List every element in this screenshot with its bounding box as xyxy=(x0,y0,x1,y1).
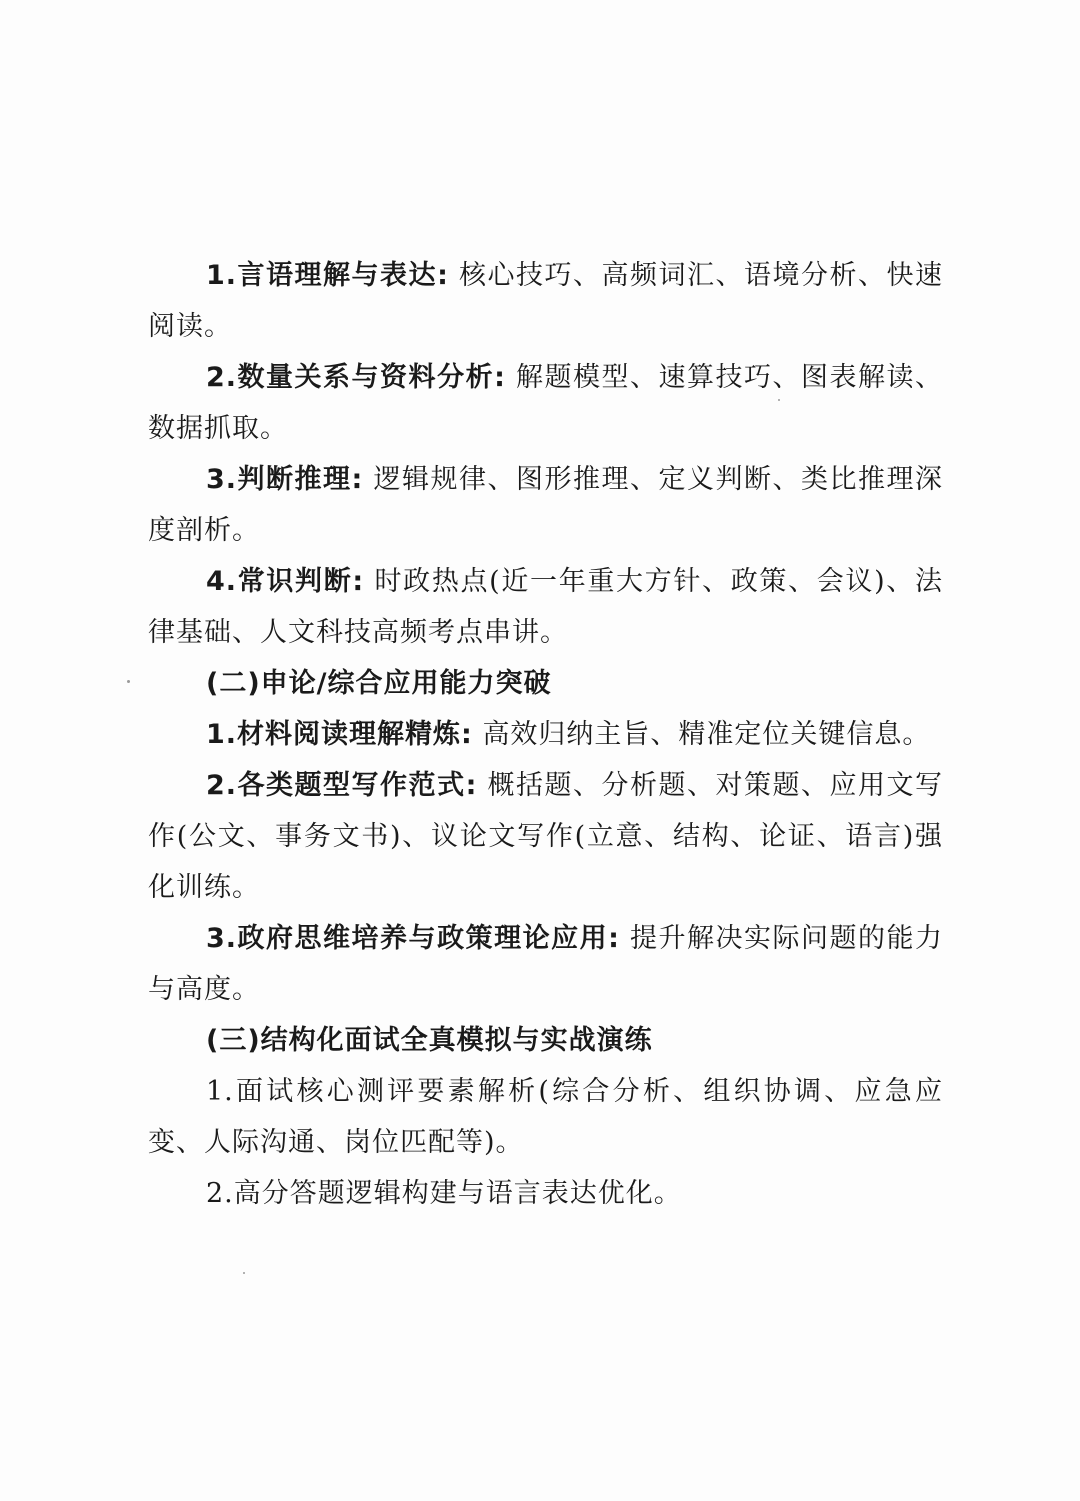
item-label: 3.判断推理: xyxy=(206,464,364,495)
item-label: 3.政府思维培养与政策理论应用: xyxy=(206,923,620,954)
list-item xyxy=(148,913,943,1015)
item-text: 高效归纳主旨、精准定位关键信息。 xyxy=(482,719,931,750)
list-item xyxy=(148,709,943,760)
section-heading: (三)结构化面试全真模拟与实战演练 xyxy=(206,1025,653,1056)
item-text: 提升解决实际问题的能力与高度。 xyxy=(148,923,944,1005)
item-text: 解题模型、速算技巧、图表解读、数据抓取。 xyxy=(148,362,944,444)
list-item xyxy=(148,1168,943,1219)
section-heading: (二)申论/综合应用能力突破 xyxy=(206,668,552,699)
item-text: 核心技巧、高频词汇、语境分析、快速阅读。 xyxy=(148,260,944,342)
item-text: 概括题、分析题、对策题、应用文写作(公文、事务文书)、议论文写作(立意、结构、论证、语言)强化训练。 xyxy=(148,770,944,903)
item-text: 逻辑规律、图形推理、定义判断、类比推理深度剖析。 xyxy=(148,464,943,546)
item-label: 1.材料阅读理解精炼: xyxy=(206,719,473,750)
list-item xyxy=(148,454,943,556)
scan-speck xyxy=(127,680,130,683)
list-item xyxy=(148,760,943,913)
scan-speck xyxy=(243,1272,245,1274)
item-label: 2.各类题型写作范式: xyxy=(206,770,478,801)
document-body xyxy=(148,250,943,1219)
list-item xyxy=(148,556,943,658)
scan-speck xyxy=(778,399,780,401)
item-label: 4.常识判断: xyxy=(206,566,365,597)
item-text: 时政热点(近一年重大方针、政策、会议)、法律基础、人文科技高频考点串讲。 xyxy=(148,566,943,648)
item-text: 2.高分答题逻辑构建与语言表达优化。 xyxy=(206,1178,682,1209)
item-label: 2.数量关系与资料分析: xyxy=(206,362,506,393)
list-item xyxy=(148,1066,943,1168)
item-label: 1.言语理解与表达: xyxy=(206,260,449,291)
list-item xyxy=(148,352,943,454)
list-item xyxy=(148,250,943,352)
item-text: 1.面试核心测评要素解析(综合分析、组织协调、应急应变、人际沟通、岗位匹配等)。 xyxy=(148,1076,943,1158)
